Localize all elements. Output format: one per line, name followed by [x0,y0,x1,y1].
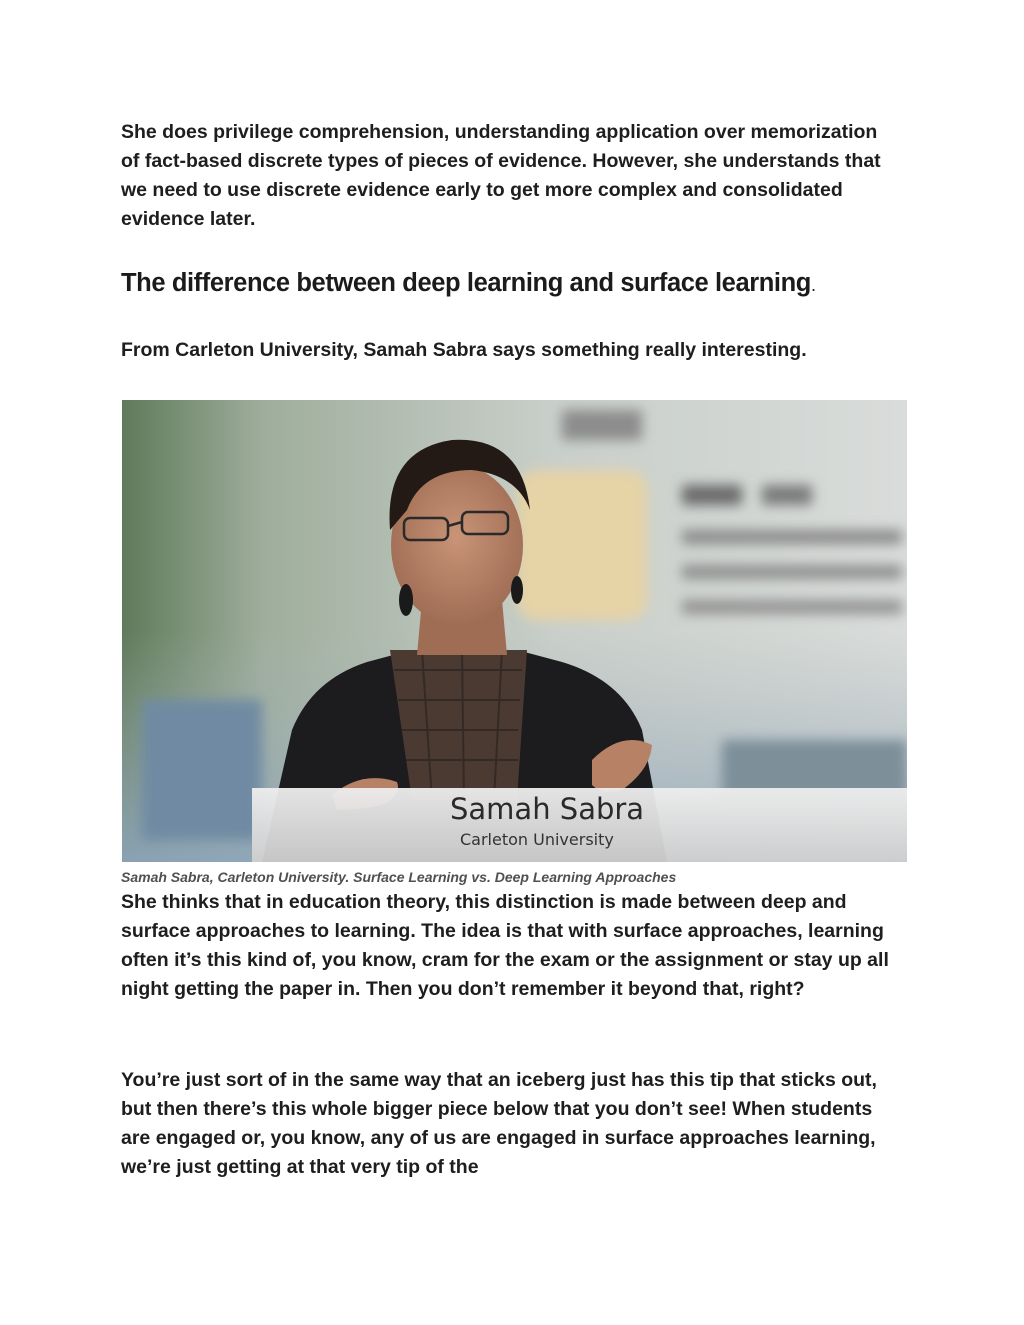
lower-third-affiliation: Carleton University [460,830,614,849]
video-still-image [122,400,907,862]
section-heading-text: The difference between deep learning and surface learning [121,269,811,297]
section-heading-period: . [810,275,816,295]
figure-caption: Samah Sabra, Carleton University. Surface Learning vs. Deep Learning Approaches [121,869,677,885]
distinction-paragraph: She thinks that in education theory, this distinction is made between deep and surface approaches to learning. The idea is that with surface approaches, learning often it’s this kind of, you know, cram for the exam or the assignment or stay up all night getting the paper in. Then you don’t remember it beyond that, right? [121,891,889,1000]
lower-third-name: Samah Sabra [450,792,645,826]
section-heading [121,269,816,298]
intro-paragraph: She does privilege comprehension, understanding application over memorization of fact-based discrete types of pieces of evidence. However, she understands that we need to use discrete evidence early to get more complex and consolidated evidence later. [121,121,881,230]
from-paragraph: From Carleton University, Samah Sabra says something really interesting. [121,339,807,361]
iceberg-paragraph: You’re just sort of in the same way that an iceberg just has this tip that sticks out, but then there’s this whole bigger piece below that you don’t see! When students are engaged or, you know, any of us are engaged in surface approaches learning, we’re just getting at that very tip of the [121,1069,877,1178]
